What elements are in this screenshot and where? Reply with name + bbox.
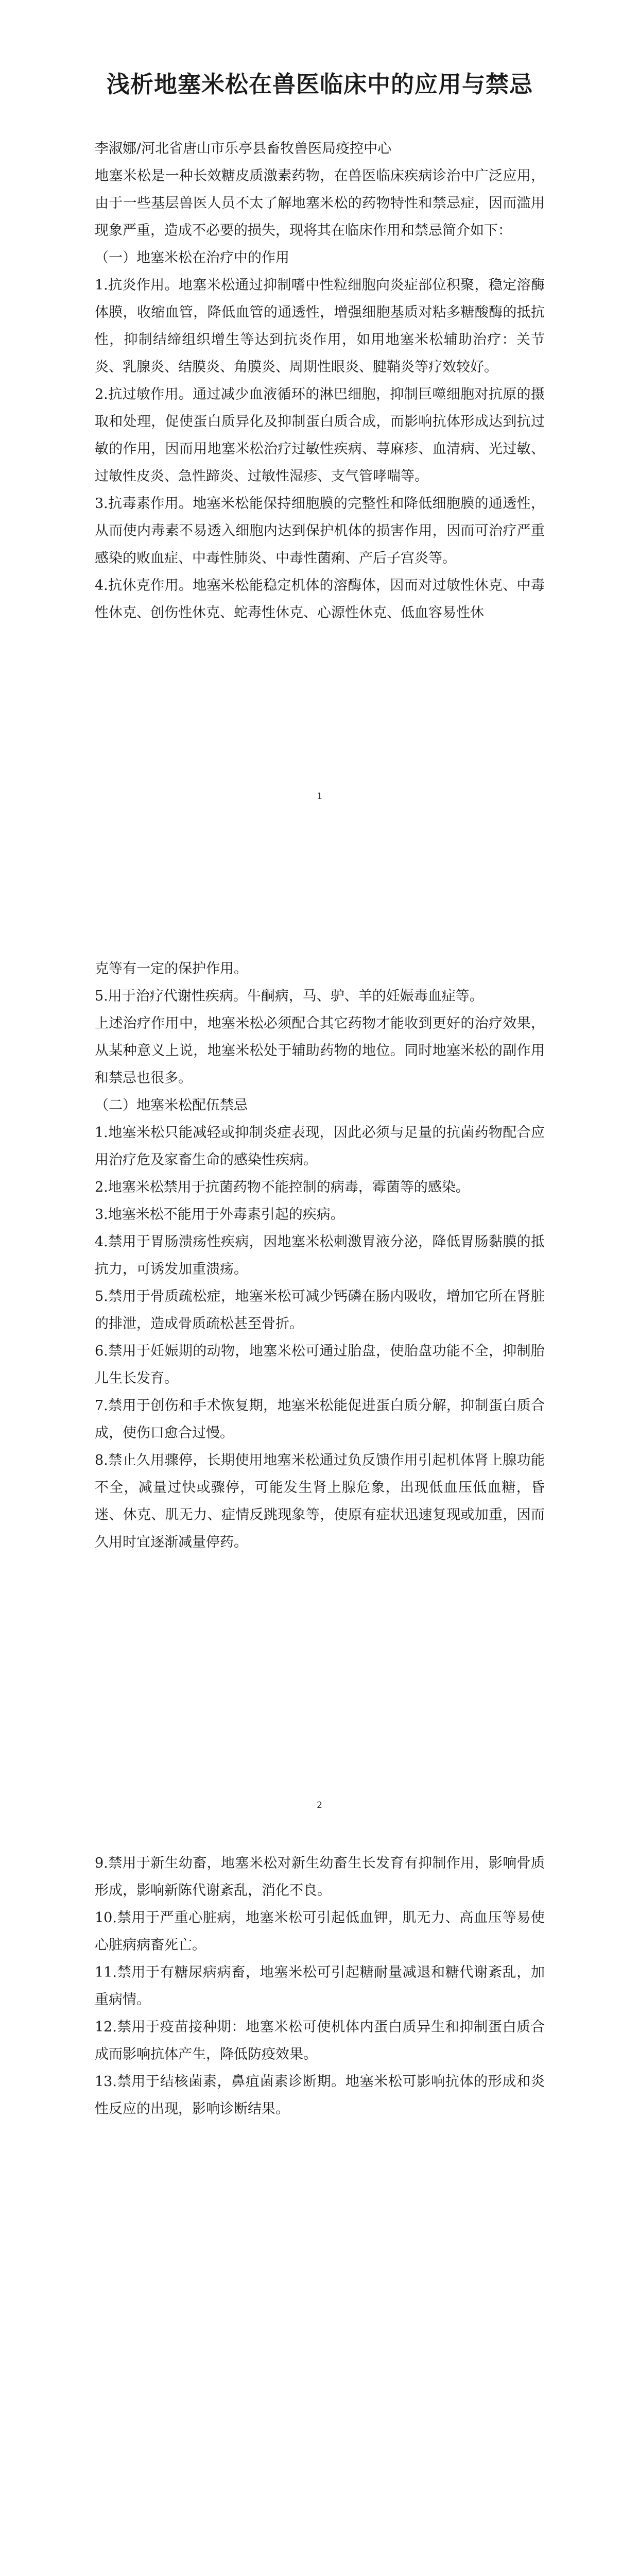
section-2-item: 1.地塞米松只能减轻或抑制炎症表现，因此必须与足量的抗菌药物配合应用治疗危及家畜生命的感染性疾病。 <box>95 1125 545 1168</box>
section-2-item: 9.禁用于新生幼畜，地塞米松对新生幼畜生长发育有抑制作用，影响骨质形成，影响新陈代谢紊乱，消化不良。 <box>95 1855 545 1899</box>
page-2-paragraph: 克等有一定的保护作用。 <box>95 961 248 977</box>
page-3-body <box>95 1850 545 2123</box>
section-2-item: 13.禁用于结核菌素，鼻疽菌素诊断期。地塞米松可影响抗体的形成和炎性反应的出现，影响诊断结果。 <box>95 2074 545 2117</box>
page-2-paragraph: 5.用于治疗代谢性疾病。牛酮病，马、驴、羊的妊娠毒血症等。 <box>95 988 483 1004</box>
section-1-item-3: 3.抗毒素作用。地塞米松能保持细胞膜的完整性和降低细胞膜的通透性，从而使内毒素不易透入细胞内达到保护机体的损害作用，因而可治疗严重感染的败血症、中毒性肺炎、中毒性菌痢、产后子宫炎等。 <box>95 496 545 566</box>
section-2-item: 10.禁用于严重心脏病，地塞米松可引起低血钾，肌无力、高血压等易使心脏病病畜死亡。 <box>95 1910 545 1953</box>
section-2-item: 11.禁用于有糖尿病病畜，地塞米松可引起糖耐量减退和糖代谢紊乱，加重病情。 <box>95 1964 545 2008</box>
section-2-item: 6.禁用于妊娠期的动物，地塞米松可通过胎盘，使胎盘功能不全，抑制胎儿生长发育。 <box>95 1343 545 1386</box>
section-1-item-4: 4.抗休克作用。地塞米松能稳定机体的溶酶体，因而对过敏性休克、中毒性休克、创伤性休克、蛇毒性休克、心源性休克、低血容易性休 <box>95 578 545 621</box>
document-page-3 <box>0 1807 639 2576</box>
section-2-item: 5.禁用于骨质疏松症，地塞米松可减少钙磷在肠内吸收，增加它所在肾脏的排泄，造成骨质疏松甚至骨折。 <box>95 1289 545 1332</box>
page-1-body <box>95 135 545 626</box>
intro-paragraph: 地塞米松是一种长效糖皮质激素药物，在兽医临床疾病诊治中广泛应用，由于一些基层兽医人员不太了解地塞米松的药物特性和禁忌症，因而滥用现象严重，造成不必要的损失，现将其在临床作用和禁忌简介如下： <box>95 168 545 239</box>
page-number-1: 1 <box>317 791 322 802</box>
section-2-item: 8.禁止久用骤停，长期使用地塞米松通过负反馈作用引起机体肾上腺功能不全，减量过快或骤停，可能发生肾上腺危象，出现低血压低血糖，昏迷、休克、肌无力、症情反跳现象等，使原有症状迅速复现或加重，因而久用时宜逐渐减量停药。 <box>95 1452 545 1550</box>
author-line: 李淑娜/河北省唐山市乐亭县畜牧兽医局疫控中心 <box>95 141 392 157</box>
page-2-body <box>95 955 545 1556</box>
section-2-item: 4.禁用于胃肠溃疡性疾病，因地塞米松刺激胃液分泌，降低胃肠黏膜的抵抗力，可诱发加重溃疡。 <box>95 1234 545 1277</box>
section-2-item: 3.地塞米松不能用于外毒素引起的疾病。 <box>95 1207 344 1223</box>
section-2-item: 7.禁用于创伤和手术恢复期，地塞米松能促进蛋白质分解，抑制蛋白质合成，使伤口愈合过慢。 <box>95 1398 545 1441</box>
section-1-heading: （一）地塞米松在治疗中的作用 <box>95 250 289 266</box>
section-1-item-2: 2.抗过敏作用。通过减少血液循环的淋巴细胞，抑制巨噬细胞对抗原的摄取和处理，促使蛋白质异化及抑制蛋白质合成，而影响抗体形成达到抗过敏的作用，因而用地塞米松治疗过敏性疾病、荨麻疹、血清病、光过敏、过敏性皮炎、急性蹄炎、过敏性湿疹、支气管哮喘等。 <box>95 386 545 484</box>
document-page-1 <box>0 0 639 904</box>
document-page-2 <box>0 904 639 1807</box>
document-title: 浅析地塞米松在兽医临床中的应用与禁忌 <box>106 71 533 98</box>
page-1-content <box>95 69 545 100</box>
section-2-heading: （二）地塞米松配伍禁忌 <box>95 1097 248 1113</box>
page-number-2: 2 <box>317 1800 322 1810</box>
page-2-paragraph: 上述治疗作用中，地塞米松必须配合其它药物才能收到更好的治疗效果，从某种意义上说，地塞米松处于辅助药物的地位。同时地塞米松的副作用和禁忌也很多。 <box>95 1015 545 1086</box>
section-1-item-1: 1.抗炎作用。地塞米松通过抑制嗜中性粒细胞向炎症部位积聚，稳定溶酶体膜，收缩血管，降低血管的通透性，增强细胞基质对粘多糖酸酶的抵抗性，抑制结缔组织增生等达到抗炎作用，如用地塞米松辅助治疗：关节炎、乳腺炎、结膜炎、角膜炎、周期性眼炎、腱鞘炎等疗效较好。 <box>95 277 545 375</box>
section-2-item: 12.禁用于疫苗接种期：地塞米松可使机体内蛋白质异生和抑制蛋白质合成而影响抗体产生，降低防疫效果。 <box>95 2019 545 2062</box>
section-2-item: 2.地塞米松禁用于抗菌药物不能控制的病毒，霉菌等的感染。 <box>95 1179 470 1195</box>
